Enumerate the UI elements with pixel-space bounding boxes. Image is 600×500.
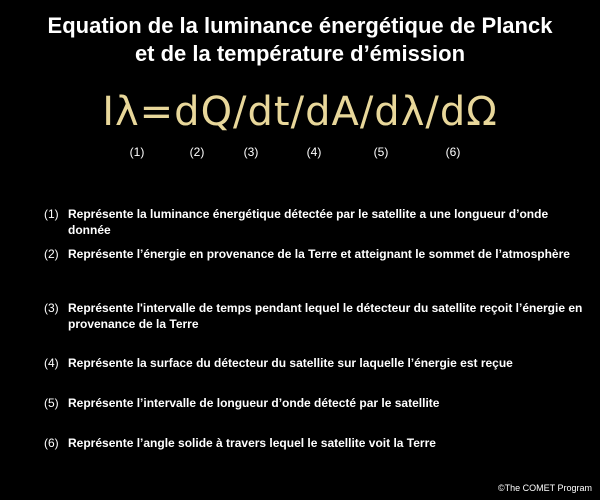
definition-item-4	[44, 355, 584, 371]
definition-item-3	[44, 300, 584, 332]
term-number-5: (5)	[373, 145, 389, 159]
definition-text: Représente la luminance énergétique détectée par le satellite a une longueur d’onde donnée	[68, 207, 549, 237]
definition-item-5	[44, 395, 584, 411]
term-number-3: (3)	[243, 145, 259, 159]
definition-number: (5)	[44, 396, 59, 410]
definition-text: Représente l’angle solide à travers lequel le satellite voit la Terre	[68, 436, 436, 450]
definition-number: (1)	[44, 207, 59, 221]
term-number-4: (4)	[306, 145, 322, 159]
term-number-6: (6)	[445, 145, 461, 159]
definition-text: Représente l’énergie en provenance de la Terre et atteignant le sommet de l’atmosphère	[68, 247, 570, 261]
planck-radiance-equation: Iλ=dQ/dt/dA/dλ/dΩ	[102, 89, 498, 135]
definition-number: (2)	[44, 247, 59, 261]
copyright-credit: ©The COMET Program	[498, 483, 592, 493]
definition-number: (3)	[44, 301, 59, 315]
term-number-1: (1)	[129, 145, 145, 159]
page-title-line-1: Equation de la luminance énergétique de Planck	[47, 13, 553, 38]
definition-number: (6)	[44, 436, 59, 450]
definition-text: Représente l’intervalle de longueur d’onde détecté par le satellite	[68, 396, 440, 410]
definition-number: (4)	[44, 356, 59, 370]
page-title-line-2: et de la température d’émission	[134, 41, 466, 66]
definition-text: Représente la surface du détecteur du satellite sur laquelle l’énergie est reçue	[68, 356, 513, 370]
term-number-2: (2)	[189, 145, 205, 159]
definition-text: Représente l'intervalle de temps pendant lequel le détecteur du satellite reçoit l’énergie en provenance de la Terre	[68, 301, 583, 331]
definition-item-1	[44, 206, 584, 238]
definition-item-6	[44, 435, 584, 451]
definition-item-2	[44, 246, 584, 262]
